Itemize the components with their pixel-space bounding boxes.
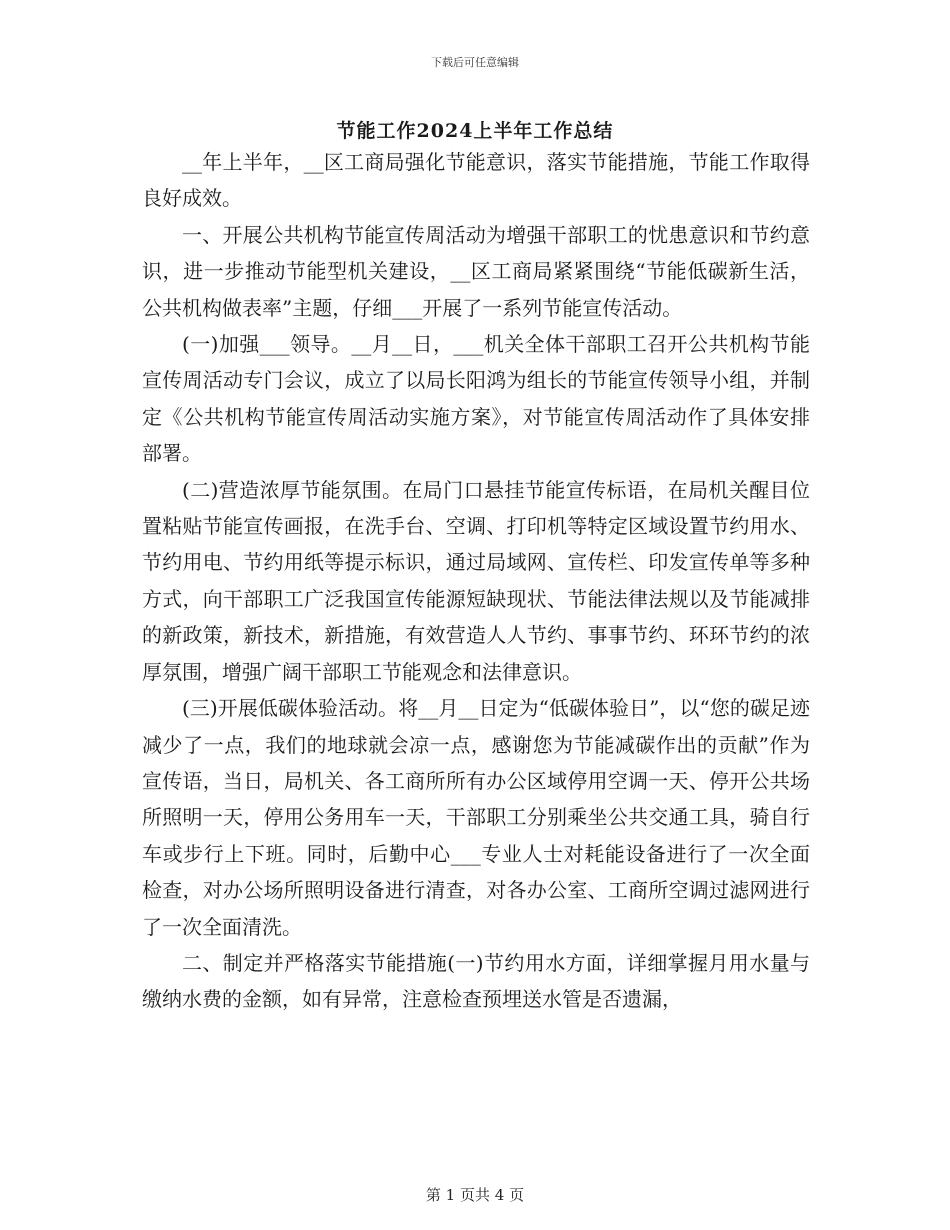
paragraph-item-1: (一)加强___领导。__月__日，___机关全体干部职工召开公共机构节能宣传周活动专门会议，成立了以局长阳鸿为组长的节能宣传领导小组，并制定《公共机构节能宣传周活动实施方案》，对节能宣传周活动作了具体安排部署。 [142,332,810,466]
paragraph-section-1: 一、开展公共机构节能宣传周活动为增强干部职工的忧患意识和节约意识，进一步推动节能型机关建设，__区工商局紧紧围绕“节能低碳新生活，公共机构做表率”主题，仔细___开展了一系列节能宣传活动。 [142,222,810,320]
paragraph-item-3: (三)开展低碳体验活动。将__月__日定为“低碳体验日”，以“您的碳足迹减少了一点，我们的地球就会凉一点，感谢您为节能减碳作出的贡献”作为宣传语，当日，局机关、各工商所所有办公区域停用空调一天、停开公共场所照明一天，停用公务用车一天，干部职工分别乘坐公共交通工具，骑自行车或步行上下班。同时，后勤中心___专业人士对耗能设备进行了一次全面检查，对办公场所照明设备进行清查，对各办公室、工商所空调过滤网进行了一次全面清洗。 [142,696,810,939]
document-title: 节能工作2024上半年工作总结 [336,120,614,142]
document-body [142,144,810,1018]
page-header: 下载后可任意编辑 [431,56,519,69]
page-footer: 第 1 页共 4 页 [425,1186,525,1204]
paragraph-section-2: 二、制定并严格落实节能措施(一)节约用水方面，详细掌握月用水量与缴纳水费的金额，如有异常，注意检查预埋送水管是否遗漏， [142,950,810,1012]
paragraph-intro: __年上半年，__区工商局强化节能意识，落实节能措施，节能工作取得良好成效。 [142,150,810,211]
paragraph-item-2: (二)营造浓厚节能氛围。在局门口悬挂节能宣传标语，在局机关醒目位置粘贴节能宣传画报，在洗手台、空调、打印机等特定区域设置节约用水、节约用电、节约用纸等提示标识，通过局域网、宣传栏、印发宣传单等多种方式，向干部职工广泛我国宣传能源短缺现状、节能法律法规以及节能减排的新政策，新技术，新措施，有效营造人人节约、事事节约、环环节约的浓厚氛围，增强广阔干部职工节能观念和法律意识。 [142,477,810,684]
